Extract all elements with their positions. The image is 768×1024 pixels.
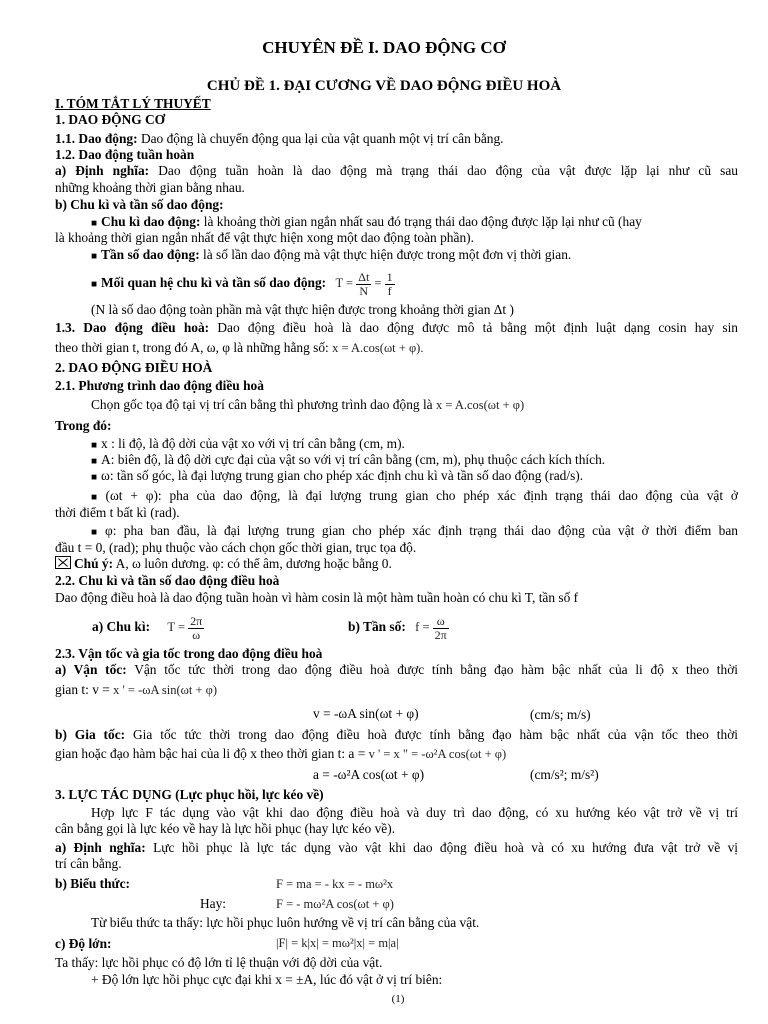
eq-T: T = bbox=[335, 276, 354, 290]
definition-label: a) Định nghĩa: bbox=[55, 840, 146, 855]
para-1-2-a-text: Dao động tuần hoàn là dao động mà trạng thái dao động của vật được lặp lại như cũ sau bbox=[149, 163, 738, 178]
def-bien-do-text: A: biên độ, là độ dời cực đại của vật so với vị trí cân bằng (cm, m), phụ thuộc cách kích thích. bbox=[101, 452, 606, 467]
trong-do-heading: Trong đó: bbox=[55, 418, 112, 433]
harmonic-equation: x = A.cos(ωt + φ). bbox=[332, 341, 424, 355]
definition-line2: trí cân bằng. bbox=[55, 856, 122, 871]
velocity-line2-text: gian t: v = bbox=[55, 682, 114, 697]
period-equation bbox=[167, 613, 204, 642]
note-chu-y bbox=[55, 556, 738, 572]
crossed-box-icon bbox=[55, 556, 71, 569]
bullet-tan-so-label: Tần số dao động: bbox=[101, 247, 200, 262]
def-pha-ban-dau bbox=[91, 523, 738, 541]
square-bullet-icon: ■ bbox=[91, 527, 101, 538]
square-bullet-icon: ■ bbox=[91, 251, 98, 262]
accel-formula: a = -ω²A cos(ωt + φ) bbox=[313, 767, 425, 782]
velocity-line1 bbox=[55, 662, 738, 678]
frequency-label: b) Tần số: bbox=[348, 619, 406, 634]
def-pha bbox=[91, 488, 738, 506]
expression-label: b) Biểu thức: bbox=[55, 876, 130, 891]
para-1-2-b-heading: b) Chu kì và tần số dao động: bbox=[55, 197, 224, 212]
square-bullet-icon: ■ bbox=[91, 440, 98, 451]
para-1-3-line1 bbox=[55, 320, 738, 336]
para-1-1-text: Dao động là chuyển động qua lại của vật quanh một vị trí cân bằng. bbox=[137, 131, 504, 146]
relation-equation bbox=[335, 269, 395, 298]
note-n: (N là số dao động toàn phần mà vật thực hiện được trong khoảng thời gian Δt ) bbox=[91, 302, 514, 317]
para-1-3-line2 bbox=[55, 340, 738, 356]
para-1-1 bbox=[55, 131, 738, 147]
def-li-do-text: x : li độ, là độ dời của vật xo với vị trí cân bằng (cm, m). bbox=[101, 436, 405, 451]
fraction-1-over-f bbox=[385, 271, 395, 298]
accel-line1 bbox=[55, 727, 738, 743]
para-1-3-text: Dao động điều hoà là dao động được mô tả bằng một định luật dạng cosin hay sin bbox=[209, 320, 738, 335]
fraction-2pi-over-omega bbox=[188, 615, 204, 642]
max-force-note: + Độ lớn lực hồi phục cực đại khi x = ±A, lúc đó vật ở vị trí biên: bbox=[91, 972, 443, 987]
frac-num: ω bbox=[433, 615, 449, 629]
para-2-1-text bbox=[91, 397, 768, 413]
frequency-formula bbox=[348, 610, 548, 644]
document-subtitle: CHỦ ĐỀ 1. ĐẠI CƯƠNG VỀ DAO ĐỘNG ĐIỀU HOÀ bbox=[206, 78, 562, 94]
bullet-chu-ki-line2: là khoảng thời gian ngắn nhất để vật thực hiện xong một dao động toàn phần). bbox=[55, 230, 474, 245]
period-label: a) Chu kì: bbox=[92, 619, 151, 634]
fraction-omega-over-2pi bbox=[433, 615, 449, 642]
para-1-3-label: 1.3. Dao động điều hoà: bbox=[55, 320, 210, 335]
velocity-line2 bbox=[55, 682, 738, 698]
frac-num: 1 bbox=[386, 269, 393, 284]
velocity-derivative-eq: x ' = -ωA sin(ωt + φ) bbox=[113, 683, 218, 697]
frac-den: ω bbox=[192, 627, 201, 642]
def-pha-ban-dau-line2: đầu t = 0, (rad); phụ thuộc vào cách chọn gốc thời gian, trục tọa độ. bbox=[55, 540, 417, 555]
def-pha-text: (ωt + φ): pha của dao động, là đại lượng trung gian cho phép xác định trạng thái dao động của vật ở bbox=[105, 488, 738, 503]
bullet-tan-so-text: là số lần dao động mà vật thực hiện được trong một đơn vị thời gian. bbox=[199, 247, 572, 262]
frac-den: f bbox=[387, 283, 392, 298]
definition-line1 bbox=[55, 840, 738, 856]
restoring-force-line1: Hợp lực F tác dụng vào vật khi dao động điều hoà và duy trì dao động, có xu hướng kéo vật trở về vị trí bbox=[91, 805, 738, 820]
note-label: Chú ý: bbox=[74, 556, 114, 571]
def-pha-line2: thời điểm t bất kì (rad). bbox=[55, 505, 180, 520]
section-2-heading: 2. DAO ĐỘNG ĐIỀU HOÀ bbox=[55, 360, 213, 375]
accel-line2 bbox=[55, 746, 738, 762]
para-1-2-heading: 1.2. Dao động tuần hoàn bbox=[55, 147, 195, 162]
velocity-text: Vận tốc tức thời trong dao động điều hoà được tính bằng đạo hàm bậc nhất của li độ x theo thời bbox=[126, 662, 738, 677]
para-2-3-heading: 2.3. Vận tốc và gia tốc trong dao động điều hoà bbox=[55, 646, 323, 661]
para-1-2-a-line2: những khoảng thời gian bằng nhau. bbox=[55, 180, 245, 195]
frac-num: 2π bbox=[190, 613, 203, 628]
bullet-chu-ki-label: Chu kì dao động: bbox=[101, 214, 201, 229]
frac-num: Δt bbox=[358, 269, 370, 284]
para-2-1-sentence: Chọn gốc tọa độ tại vị trí cân bằng thì phương trình dao động là bbox=[91, 397, 436, 412]
note-text: A, ω luôn dương. φ: có thể âm, dương hoặc bằng 0. bbox=[113, 556, 392, 571]
para-1-2-a-line1 bbox=[55, 163, 738, 179]
bullet-tan-so bbox=[91, 247, 768, 265]
square-bullet-icon: ■ bbox=[91, 456, 98, 467]
page-number: (1) bbox=[391, 993, 405, 1005]
def-pha-ban-dau-text: φ: pha ban đầu, là đại lượng trung gian cho phép xác định trạng thái dao động của vật ở thời điểm ban bbox=[105, 523, 738, 538]
def-tan-so-goc bbox=[91, 468, 768, 486]
para-2-2-text: Dao động điều hoà là dao động tuần hoàn vì hàm cosin là một hàm tuần hoàn có chu kì T, tần số f bbox=[55, 590, 579, 605]
velocity-label: a) Vận tốc: bbox=[55, 662, 127, 677]
accel-unit: (cm/s²; m/s²) bbox=[530, 767, 599, 782]
force-equation-1: F = ma = - kx = - mω²x bbox=[276, 877, 394, 891]
force-direction-note: Từ biểu thức ta thấy: lực hồi phục luôn hướng về vị trí cân bằng của vật. bbox=[91, 915, 480, 930]
velocity-unit: (cm/s; m/s) bbox=[530, 707, 591, 722]
para-1-3-line2-text: theo thời gian t, trong đó A, ω, φ là những hằng số: bbox=[55, 340, 333, 355]
eq-f: f = bbox=[415, 620, 430, 634]
proportional-note: Ta thấy: lực hồi phục có độ lớn tỉ lệ thuận với độ dời của vật. bbox=[55, 955, 383, 970]
accel-text: Gia tốc tức thời trong dao động điều hoà được tính bằng đạo hàm bậc nhất của vận tốc theo thời bbox=[125, 727, 738, 742]
hay-label: Hay: bbox=[200, 896, 227, 911]
section-1-heading: 1. DAO ĐỘNG CƠ bbox=[55, 112, 166, 127]
velocity-formula: v = -ωA sin(ωt + φ) bbox=[313, 706, 419, 721]
para-2-2-heading: 2.2. Chu kì và tần số dao động điều hoà bbox=[55, 573, 280, 588]
eq-equals: = bbox=[374, 276, 382, 290]
accel-line2-text: gian hoặc đạo hàm bậc hai của li độ x theo thời gian t: a = bbox=[55, 746, 369, 761]
para-2-1-heading: 2.1. Phương trình dao động điều hoà bbox=[55, 378, 264, 393]
restoring-force-line2: cân bằng gọi là lực kéo về hay là lực hồi phục (hay lực kéo về). bbox=[55, 821, 396, 836]
square-bullet-icon: ■ bbox=[91, 279, 98, 290]
square-bullet-icon: ■ bbox=[91, 472, 98, 483]
motion-equation: x = A.cos(ωt + φ) bbox=[435, 398, 525, 412]
square-bullet-icon: ■ bbox=[91, 492, 102, 503]
definition-text: Lực hồi phục là lực tác dụng vào vật khi dao động điều hoà và có xu hướng đưa vật trở về vị bbox=[145, 840, 738, 855]
bullet-moi-quan-he-label: Mối quan hệ chu kì và tần số dao động: bbox=[101, 275, 327, 290]
frac-den: N bbox=[359, 283, 369, 298]
force-equation-2: F = - mω²A cos(ωt + φ) bbox=[276, 897, 394, 911]
accel-derivative-eq: v ' = x " = -ω²A cos(ωt + φ) bbox=[368, 747, 507, 761]
eq-T: T = bbox=[167, 620, 185, 634]
frac-den: 2π bbox=[434, 627, 447, 642]
fraction-dt-over-n bbox=[356, 271, 371, 298]
bullet-chu-ki-text: là khoảng thời gian ngắn nhất sau đó trạng thái dao động được lặp lại như cũ (hay bbox=[200, 214, 642, 229]
para-1-1-label: 1.1. Dao động: bbox=[55, 131, 138, 146]
square-bullet-icon: ■ bbox=[91, 218, 98, 229]
section-I-heading: I. TÓM TẮT LÝ THUYẾT bbox=[55, 96, 211, 111]
bullet-moi-quan-he bbox=[91, 266, 768, 302]
def-tan-so-goc-text: ω: tần số góc, là đại lượng trung gian cho phép xác định chu kì và tần số dao động (rad/s). bbox=[101, 468, 584, 483]
para-1-2-a-label: a) Định nghĩa: bbox=[55, 163, 150, 178]
magnitude-equation: |F| = k|x| = mω²|x| = m|a| bbox=[276, 936, 399, 950]
accel-label: b) Gia tốc: bbox=[55, 727, 126, 742]
magnitude-label: c) Độ lớn: bbox=[55, 936, 112, 951]
section-3-heading: 3. LỰC TÁC DỤNG (Lực phục hồi, lực kéo về) bbox=[55, 787, 324, 802]
document-title: CHUYÊN ĐỀ I. DAO ĐỘNG CƠ bbox=[262, 38, 506, 57]
